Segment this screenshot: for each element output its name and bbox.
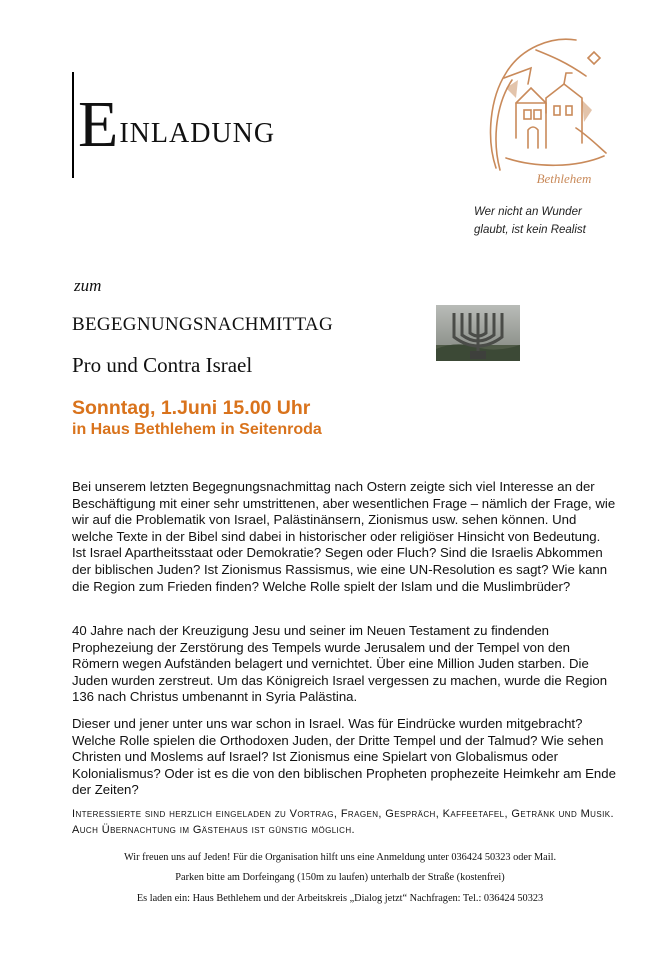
footer-registration: Wir freuen uns auf Jeden! Für die Organisation hilft uns eine Anmeldung unter 036424 50323 oder Mail. <box>123 852 557 863</box>
bethlehem-sketch-logo <box>476 18 614 198</box>
title-initial: E <box>78 88 120 161</box>
invitation-note: Interessierte sind herzlich eingeladen zu Vortrag, Fragen, Gespräch, Kaffeetafel, Getränk und Musik. Auch Übernachtung im Gästehaus ist günstig möglich. <box>72 808 614 836</box>
event-subtitle: BEGEGNUNGSNACHMITTAG <box>72 314 333 335</box>
motto <box>474 203 634 239</box>
body-paragraph: 40 Jahre nach der Kreuzigung Jesu und seiner im Neuen Testament zu findenden Prophezeiung der Zerstörung des Tempels wurde Jerusalem und der Tempel von den Römern wegen Aufständen belagert und vernichtet. Über eine Million Juden starben. Die Juden wurden zerstreut. Um das Königreich Israel vergessen zu machen, wurde die Region 136 nach Christus umbenannt in Syria Palästina. <box>72 623 608 705</box>
body-paragraph: Dieser und jener unter uns war schon in Israel. Was für Eindrücke wurden mitgebracht? Welche Rolle spielen die Orthodoxen Juden, der Dritte Tempel und der Talmud? Wie sehen Christen und Moslems auf Israel? Ist Zionismus eine Spielart von Globalismus oder Kolonialismus? Oder ist es die von den biblischen Propheten prophezeite Heimkehr am Ende der Zeiten? <box>72 716 616 798</box>
footer-parking: Parken bitte am Dorfeingang (150m zu laufen) unterhalb der Straße (kostenfrei) <box>175 872 505 883</box>
motto-line: Wer nicht an Wunder <box>474 206 582 218</box>
logo-lettering: Bethlehem <box>536 171 592 186</box>
event-place: in Haus Bethlehem in Seitenroda <box>72 421 322 438</box>
page-title <box>78 88 276 161</box>
title-rest: INLADUNG <box>119 118 276 149</box>
title-rule <box>72 72 74 178</box>
event-date: Sonntag, 1.Juni 15.00 Uhr <box>72 397 311 419</box>
motto-line: glaubt, ist kein Realist <box>474 224 586 236</box>
body-paragraph: Bei unserem letzten Begegnungsnachmittag nach Ostern zeigte sich viel Interesse an der Beschäftigung mit einer sehr umstrittenen, aber wesentlichen Frage – nämlich der Frage, wie wir auf die Problematik von Israel, Palästinänsern, Zionismus usw. sehen können. Und welche Texte in der Bibel sind dabei in historischer oder religiöser Hinsicht von Bedeutung. Ist Israel Apartheitsstaat oder Demokratie? Segen oder Fluch? Sind die Israelis Abkommen der biblischen Juden? Ist Zionismus Rassismus, wie eine UN-Resolution es sagt? Wie kann die Region zum Frieden finden? Welche Rolle spielt der Islam und die Muslimbrüder? <box>72 479 616 594</box>
intro-word: zum <box>74 276 102 295</box>
event-topic: Pro und Contra Israel <box>72 353 253 377</box>
footer-hosts: Es laden ein: Haus Bethlehem und der Arbeitskreis „Dialog jetzt“ Nachfragen: Tel.: 036424 50323 <box>136 893 544 904</box>
menorah-photo <box>436 305 520 361</box>
